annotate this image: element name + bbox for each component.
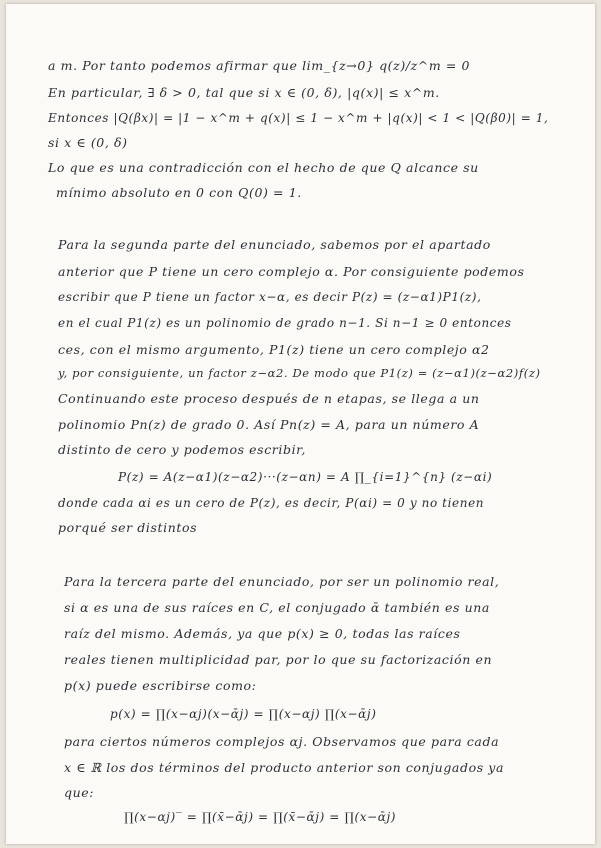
text-line: Entonces |Q(βx)| = |1 − x^m + q(x)| ≤ 1 − x^m + |q(x)| < 1 < |Q(β0)| = 1, <box>48 111 549 125</box>
text-line: en el cual P1(z) es un polinomio de grado n−1. Si n−1 ≥ 0 entonces <box>58 316 512 330</box>
text-line: x ∈ ℝ los dos términos del producto anterior son conjugados ya <box>64 760 505 775</box>
text-line: ces, con el mismo argumento, P1(z) tiene un cero complejo α2 <box>58 342 490 357</box>
product-formula: P(z) = A(z−α1)(z−α2)···(z−αn) = A ∏_{i=1}^{n} (z−αi) <box>118 470 493 484</box>
text-line: anterior que P tiene un cero complejo α. Por consiguiente podemos <box>58 264 525 279</box>
text-line: mínimo absoluto en 0 con Q(0) = 1. <box>56 185 302 200</box>
text-line: porqué ser distintos <box>58 520 198 535</box>
text-line: distinto de cero y podemos escribir, <box>58 442 306 457</box>
text-line: y, por consiguiente, un factor z−α2. De modo que P1(z) = (z−α1)(z−α2)f(z) <box>58 366 541 380</box>
text-line: p(x) puede escribirse como: <box>64 678 257 693</box>
text-line: que: <box>64 785 95 800</box>
text-line: Lo que es una contradicción con el hecho de que Q alcance su <box>48 160 479 175</box>
handwritten-page <box>6 4 595 844</box>
text-line: si α es una de sus raíces en C, el conjugado ᾱ también es una <box>64 600 490 615</box>
text-line: escribir que P tiene un factor x−α, es decir P(z) = (z−α1)P1(z), <box>58 290 482 304</box>
conjugate-formula: ∏(x−αj)‾ = ∏(x̄−ᾱj) = ∏(x̄−ᾱj) = ∏(x−ᾱj) <box>124 810 397 824</box>
text-line: Continuando este proceso después de n etapas, se llega a un <box>58 391 480 406</box>
text-line: raíz del mismo. Además, ya que p(x) ≥ 0, todas las raíces <box>64 626 461 641</box>
text-line: donde cada αi es un cero de P(z), es decir, P(αi) = 0 y no tienen <box>58 496 485 510</box>
text-line: polinomio Pn(z) de grado 0. Así Pn(z) = A, para un número A <box>58 417 480 432</box>
factorization-formula: p(x) = ∏(x−αj)(x−ᾱj) = ∏(x−αj) ∏(x−ᾱj) <box>110 707 377 721</box>
text-line: si x ∈ (0, δ) <box>48 135 128 150</box>
text-line: En particular, ∃ δ > 0, tal que si x ∈ (0, δ), |q(x)| ≤ x^m. <box>48 85 440 100</box>
text-line: para ciertos números complejos αj. Observamos que para cada <box>64 734 500 749</box>
text-line: Para la segunda parte del enunciado, sabemos por el apartado <box>58 237 491 252</box>
text-line: Para la tercera parte del enunciado, por ser un polinomio real, <box>64 574 500 589</box>
text-line: a m. Por tanto podemos afirmar que lim_{z→0} q(z)/z^m = 0 <box>48 58 471 73</box>
text-line: reales tienen multiplicidad par, por lo que su factorización en <box>64 652 493 667</box>
